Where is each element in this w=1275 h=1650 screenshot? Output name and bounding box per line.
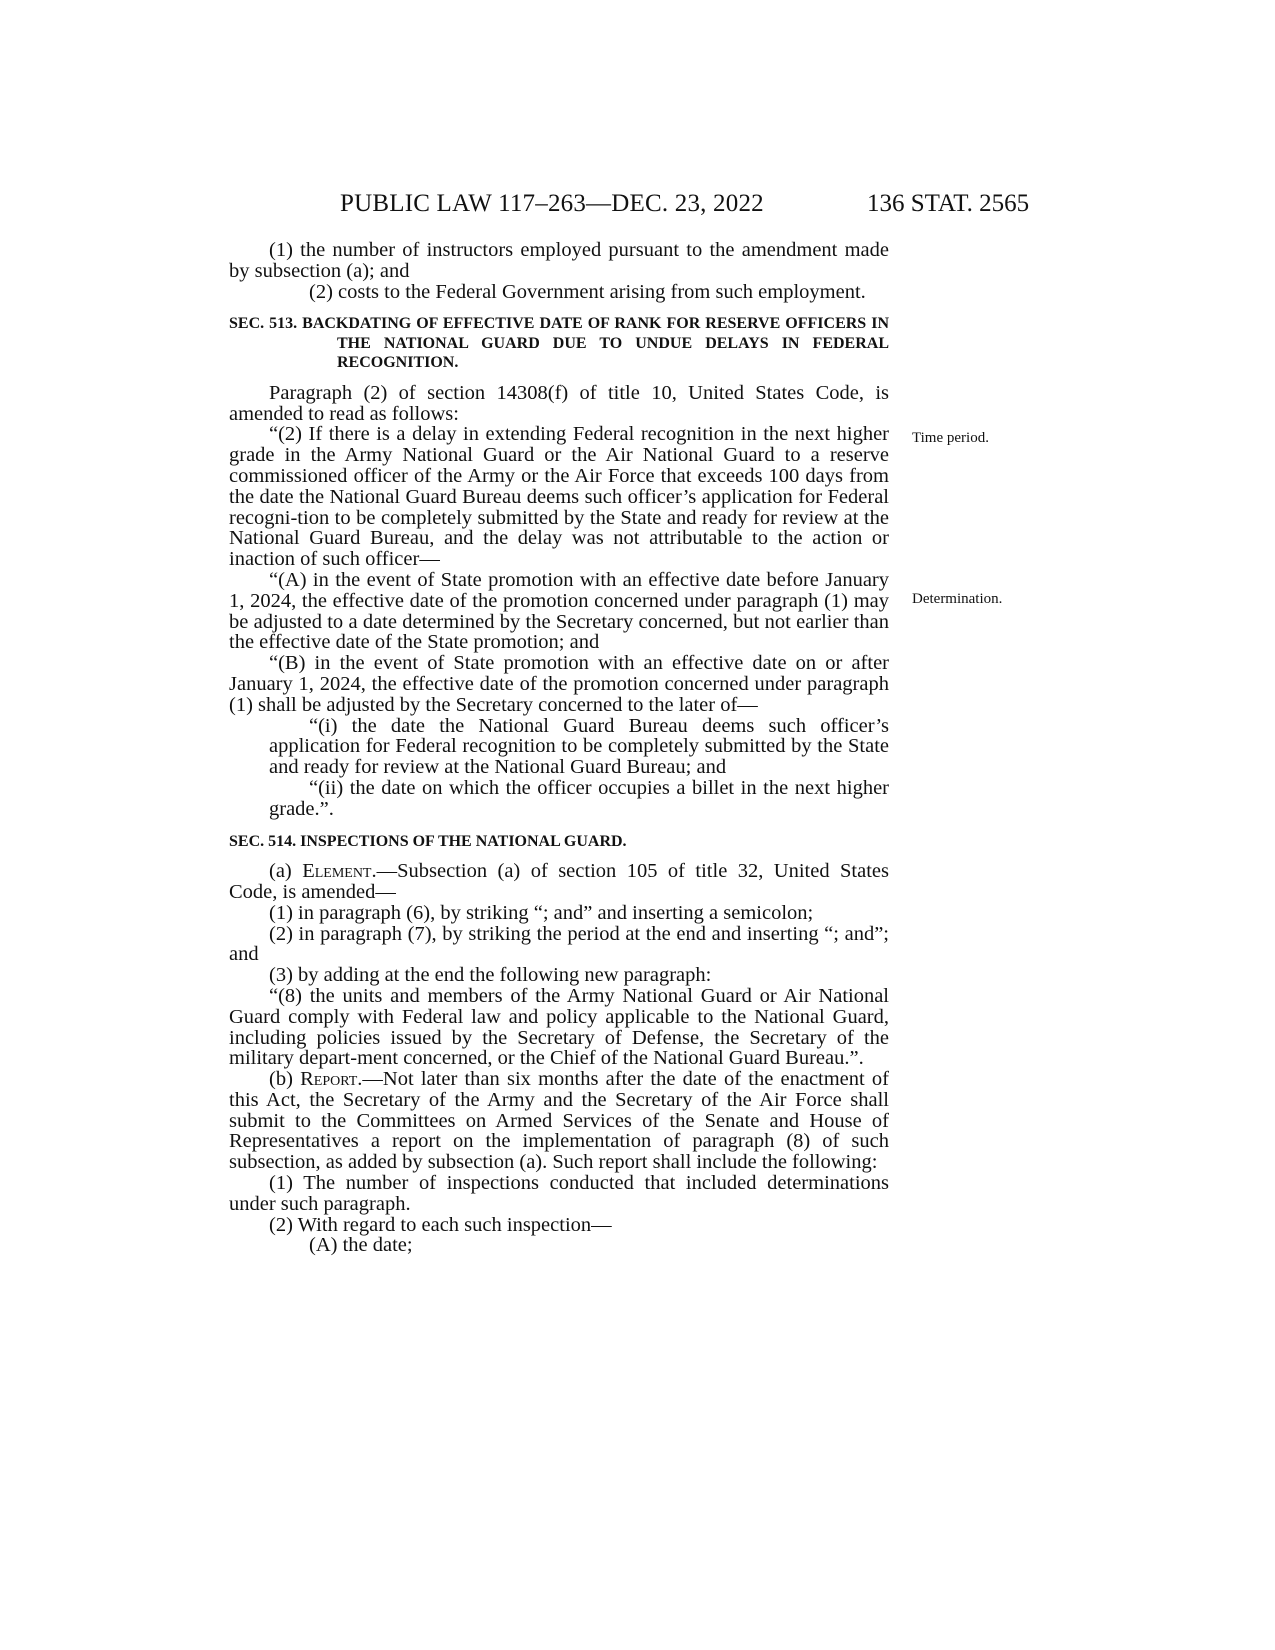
sec-514-b-label: (b) xyxy=(269,1068,301,1091)
sec-513-subparagraph-b: “(B) in the event of State promotion with an effective date on or after January 1, 2024, the effective date of the promotion concerned under paragraph (1) shall be adjusted by the Secretary concerned to the later of— xyxy=(229,652,889,716)
sec-513-paragraph-2: “(2) If there is a delay in extending Federal recognition in the next higher grade in the Army National Guard or the Air National Guard to a reserve commissioned officer of the Army or the Air Force that exceeds 100 days from the date the National Guard Bureau deems such officer’s application for Federal recogni-tion to be completely submitted by the State and ready for review at the National Guard Bureau, and the delay was not attributable to the action or inaction of such officer— xyxy=(229,423,889,571)
sec-514-subsection-b xyxy=(229,1069,889,1173)
sec-514-heading: SEC. 514. INSPECTIONS OF THE NATIONAL GUARD. xyxy=(229,832,627,850)
sec-514-a-term: Element xyxy=(302,860,372,883)
sec-514-a-label: (a) xyxy=(269,860,303,883)
sec-514-a-item-1: (1) in paragraph (6), by striking “; and” and inserting a semicolon; xyxy=(269,901,814,924)
sec-514-a-text: .—Subsection (a) of section 105 of title 32, United States Code, is amended— xyxy=(229,860,889,903)
paragraph-2: (2) costs to the Federal Government arising from such employment. xyxy=(309,280,866,303)
document-body xyxy=(229,240,889,1256)
sec-514-a-item-2: (2) in paragraph (7), by striking the period at the end and inserting “; and”; and xyxy=(229,922,889,966)
sec-514-b-term: Report xyxy=(300,1068,358,1091)
page-header-title: PUBLIC LAW 117–263—DEC. 23, 2022 xyxy=(340,190,764,217)
margin-note-determination: Determination. xyxy=(912,591,1003,607)
sec-514-subsection-a xyxy=(229,861,889,903)
sec-513-heading: SEC. 513. BACKDATING OF EFFECTIVE DATE OF RANK FOR RESERVE OFFICERS IN THE NATIONAL GUARD DUE TO UNDUE DELAYS IN FEDERAL RECOGNITION. xyxy=(229,315,889,372)
sec-514-a-item-3: (3) by adding at the end the following new paragraph: xyxy=(269,964,712,987)
paragraph-1: (1) the number of instructors employed pursuant to the amendment made by subsection (a); and xyxy=(229,239,889,282)
sec-514-b-item-2: (2) With regard to each such inspection— xyxy=(269,1213,612,1236)
page-header-stat: 136 STAT. 2565 xyxy=(867,190,1030,217)
sec-514-b-item-2-a: (A) the date; xyxy=(309,1234,413,1257)
sec-514-a-new-paragraph-8: “(8) the units and members of the Army National Guard or Air National Guard comply with Federal law and policy applicable to the National Guard, including policies issued by the Secretary of Defense, the Secretary of the military depart-ment concerned, or the Chief of the National Guard Bureau.”. xyxy=(229,984,889,1070)
margin-note-time-period: Time period. xyxy=(912,430,989,446)
sec-513-intro: Paragraph (2) of section 14308(f) of title 10, United States Code, is amended to read as follows: xyxy=(229,381,889,425)
sec-513-clause-ii: “(ii) the date on which the officer occupies a billet in the next higher grade.”. xyxy=(269,777,889,820)
sec-514-b-item-1: (1) The number of inspections conducted that included determinations under such paragraph. xyxy=(229,1172,889,1215)
sec-513-clause-i: “(i) the date the National Guard Bureau deems such officer’s application for Federal recognition to be completely submitted by the State and ready for review at the National Guard Bureau; and xyxy=(269,714,889,779)
sec-513-subparagraph-a: “(A) in the event of State promotion with an effective date before January 1, 2024, the effective date of the promotion concerned under paragraph (1) may be adjusted to a date determined by the Secretary concerned, but not earlier than the effective date of the State promotion; and xyxy=(229,569,889,654)
sec-514-b-text: .—Not later than six months after the date of the enactment of this Act, the Secretary of the Army and the Secretary of the Air Force shall submit to the Committees on Armed Services of the Senate and House of Representatives a report on the implementation of paragraph (8) of such subsection, as added by subsection (a). Such report shall include the following: xyxy=(229,1068,889,1174)
